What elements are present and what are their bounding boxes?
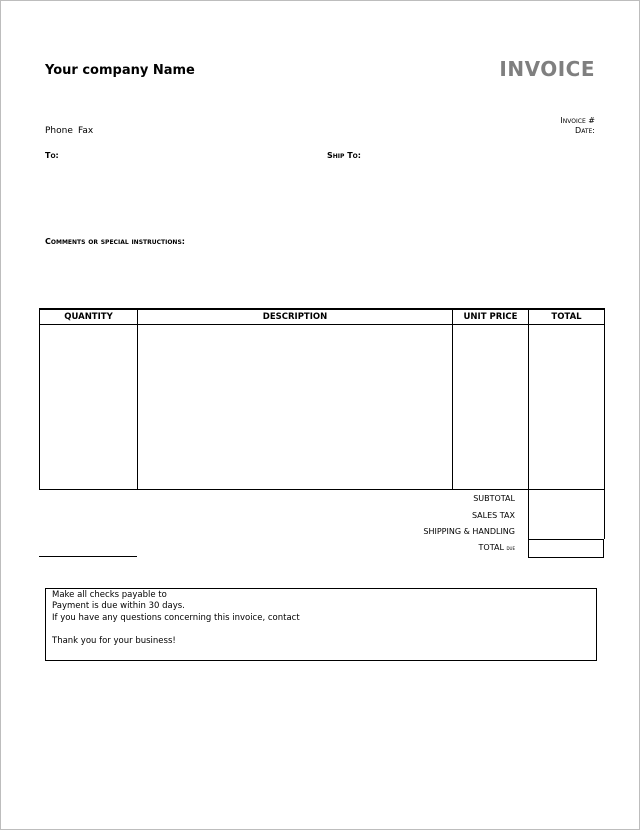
company-name: Your company Name bbox=[45, 63, 195, 78]
sales-tax-label: SALES TAX bbox=[471, 511, 515, 520]
notes-line-contact: If you have any questions concerning this invoice, contact bbox=[52, 613, 300, 623]
total-label-main: TOTAL bbox=[478, 543, 504, 552]
total-cell[interactable] bbox=[529, 325, 605, 490]
table-row bbox=[40, 325, 605, 490]
column-header-quantity: QUANTITY bbox=[40, 309, 138, 325]
date-label: Date: bbox=[575, 126, 595, 135]
notes-box bbox=[45, 588, 597, 661]
total-due-box[interactable] bbox=[528, 539, 604, 558]
notes-line-due: Payment is due within 30 days. bbox=[52, 601, 185, 611]
signature-line bbox=[39, 556, 137, 557]
subtotal-tax-shipping-box[interactable] bbox=[528, 489, 605, 539]
comments-label: Comments or special instructions: bbox=[45, 237, 185, 246]
line-items-table bbox=[39, 308, 605, 490]
fax-label: Fax bbox=[78, 126, 94, 136]
shipping-label: SHIPPING & HANDLING bbox=[423, 527, 515, 536]
total-due-label bbox=[479, 543, 515, 552]
total-label-suffix: due bbox=[506, 545, 515, 552]
invoice-title: INVOICE bbox=[499, 57, 595, 81]
column-header-description: DESCRIPTION bbox=[138, 309, 453, 325]
column-header-total: TOTAL bbox=[529, 309, 605, 325]
subtotal-label: SUBTOTAL bbox=[473, 494, 515, 503]
column-header-unit-price: UNIT PRICE bbox=[453, 309, 529, 325]
phone-label: Phone bbox=[45, 126, 73, 136]
notes-line-thanks: Thank you for your business! bbox=[52, 636, 176, 646]
notes-line-checks: Make all checks payable to bbox=[52, 590, 167, 600]
to-label: To: bbox=[45, 151, 59, 160]
description-cell[interactable] bbox=[138, 325, 453, 490]
invoice-number-label: Invoice # bbox=[560, 116, 595, 125]
unit-price-cell[interactable] bbox=[453, 325, 529, 490]
quantity-cell[interactable] bbox=[40, 325, 138, 490]
ship-to-label: Ship To: bbox=[327, 151, 361, 160]
